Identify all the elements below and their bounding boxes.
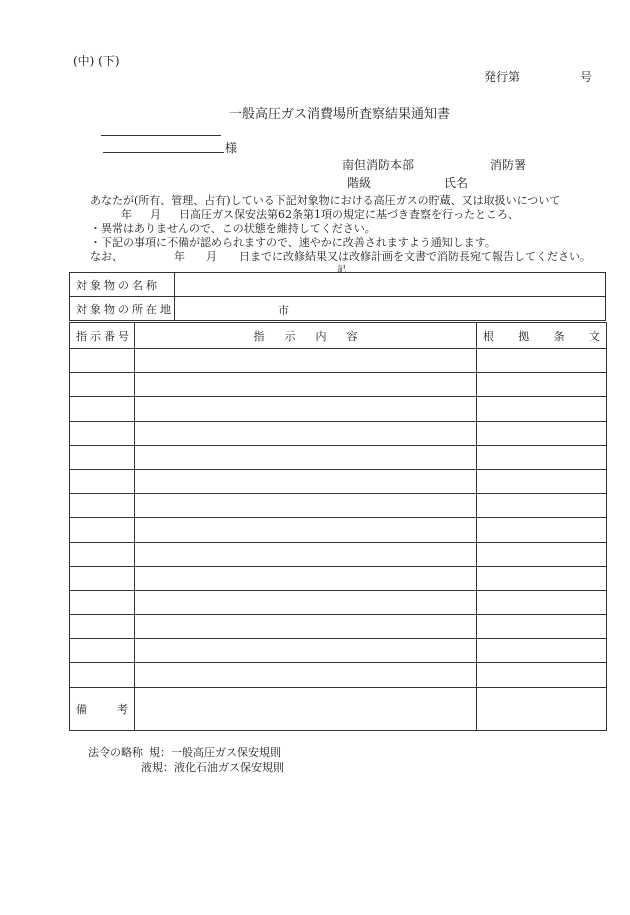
body-line-5-year: 年 [174,250,185,263]
table-row [70,615,607,639]
col-header-basis-char: 根 [483,329,494,343]
class-marks: (中) (下) [73,54,120,68]
col-header-content-char: 内 [315,329,327,343]
instruction-content-cell[interactable] [135,542,477,566]
body-line-5-text: 日までに改修結果又は改修計画を文書で消防長宛て報告してください。 [239,250,591,263]
instruction-content-cell[interactable] [135,639,477,663]
table-row [70,590,607,614]
issuer-rank: 階級 [347,176,372,190]
addressee-line-2 [103,152,224,153]
col-header-basis-char: 文 [588,329,600,343]
instruction-basis-cell[interactable] [477,397,607,421]
instruction-no-cell[interactable] [70,518,135,542]
instruction-no-cell[interactable] [70,469,135,493]
object-name-field[interactable] [175,273,606,297]
col-header-no: 指示番号 [70,323,135,349]
object-info-table [69,272,606,321]
col-header-basis-char: 拠 [518,329,530,343]
instructions-table [69,322,607,731]
issue-number-suffix: 号 [580,70,593,84]
instruction-content-cell[interactable] [135,373,477,397]
instruction-no-cell[interactable] [70,663,135,687]
instruction-basis-cell[interactable] [477,615,607,639]
body-line-5-month: 月 [206,250,217,263]
instruction-no-cell[interactable] [70,542,135,566]
body-line-2-text: 日高圧ガス保安法第62条第1項の規定に基づき査察を行ったところ、 [179,208,519,221]
table-row [70,445,607,469]
instruction-no-cell[interactable] [70,615,135,639]
body-line-1: あなたが(所有、管理、占有)している下記対象物における高圧ガスの貯蔵、又は取扱いについて [90,194,561,207]
instruction-no-cell[interactable] [70,373,135,397]
document-title: 一般高圧ガス消費場所査察結果通知書 [229,107,451,122]
remarks-basis-field[interactable] [477,687,607,730]
instruction-no-cell[interactable] [70,397,135,421]
instruction-no-cell[interactable] [70,639,135,663]
instruction-no-cell[interactable] [70,445,135,469]
body-line-5-prefix: なお、 [90,250,123,263]
ki-mark: 記 [337,265,347,275]
issuer-station: 消防署 [490,158,527,172]
col-header-content-char: 示 [284,329,296,343]
instruction-content-cell[interactable] [135,349,477,373]
city-label: 市 [278,304,289,317]
remarks-label [70,687,135,730]
instruction-basis-cell[interactable] [477,663,607,687]
table-row [70,663,607,687]
instruction-basis-cell[interactable] [477,639,607,663]
instruction-basis-cell[interactable] [477,445,607,469]
body-line-2-year: 年 [121,208,132,221]
instruction-no-cell[interactable] [70,566,135,590]
instruction-content-cell[interactable] [135,445,477,469]
instruction-basis-cell[interactable] [477,349,607,373]
bullet-deficiencies: ・下記の事項に不備が認められますので、速やかに改善されますよう通知します。 [90,236,496,249]
abbreviation-rule-1: 規：一般高圧ガス保安規則 [149,746,281,759]
instruction-no-cell[interactable] [70,421,135,445]
instruction-content-cell[interactable] [135,566,477,590]
issue-number-prefix: 発行第 [484,70,521,84]
addressee-suffix: 様 [225,141,238,155]
instruction-basis-cell[interactable] [477,373,607,397]
instruction-content-cell[interactable] [135,518,477,542]
remarks-field[interactable] [135,687,477,730]
abbreviation-label: 法令の略称 [88,746,143,759]
instruction-content-cell[interactable] [135,615,477,639]
table-row [70,397,607,421]
table-row [70,373,607,397]
col-header-basis [477,323,607,349]
remarks-label-char: 備 [76,702,87,716]
col-header-content-char: 容 [346,329,358,343]
instruction-basis-cell[interactable] [477,469,607,493]
instruction-basis-cell[interactable] [477,590,607,614]
instruction-content-cell[interactable] [135,397,477,421]
addressee-line-1 [101,135,221,136]
col-header-content [135,323,477,349]
instruction-content-cell[interactable] [135,590,477,614]
bullet-no-issues: ・異常はありませんので、この状態を維持してください。 [90,222,376,235]
table-row [70,469,607,493]
object-location-label: 対象物の所在地 [70,297,175,321]
instruction-no-cell[interactable] [70,590,135,614]
instruction-no-cell[interactable] [70,494,135,518]
remarks-label-char: 考 [117,702,128,716]
table-row [70,542,607,566]
instruction-content-cell[interactable] [135,663,477,687]
instruction-basis-cell[interactable] [477,566,607,590]
issuer-org: 南但消防本部 [342,158,415,172]
instruction-basis-cell[interactable] [477,421,607,445]
instruction-content-cell[interactable] [135,421,477,445]
instruction-basis-cell[interactable] [477,542,607,566]
instruction-no-cell[interactable] [70,349,135,373]
object-location-field[interactable] [175,297,606,321]
object-name-label: 対象物の名称 [70,273,175,297]
instruction-content-cell[interactable] [135,494,477,518]
instruction-basis-cell[interactable] [477,494,607,518]
table-row [70,349,607,373]
abbreviation-rule-2: 液規：液化石油ガス保安規則 [141,761,284,774]
table-row [70,518,607,542]
col-header-basis-char: 条 [553,329,565,343]
issuer-name: 氏名 [444,176,469,190]
body-line-2-month: 月 [150,208,161,221]
col-header-content-char: 指 [253,329,265,343]
table-row [70,639,607,663]
instruction-basis-cell[interactable] [477,518,607,542]
instruction-content-cell[interactable] [135,469,477,493]
table-row [70,494,607,518]
table-row [70,421,607,445]
table-row [70,566,607,590]
